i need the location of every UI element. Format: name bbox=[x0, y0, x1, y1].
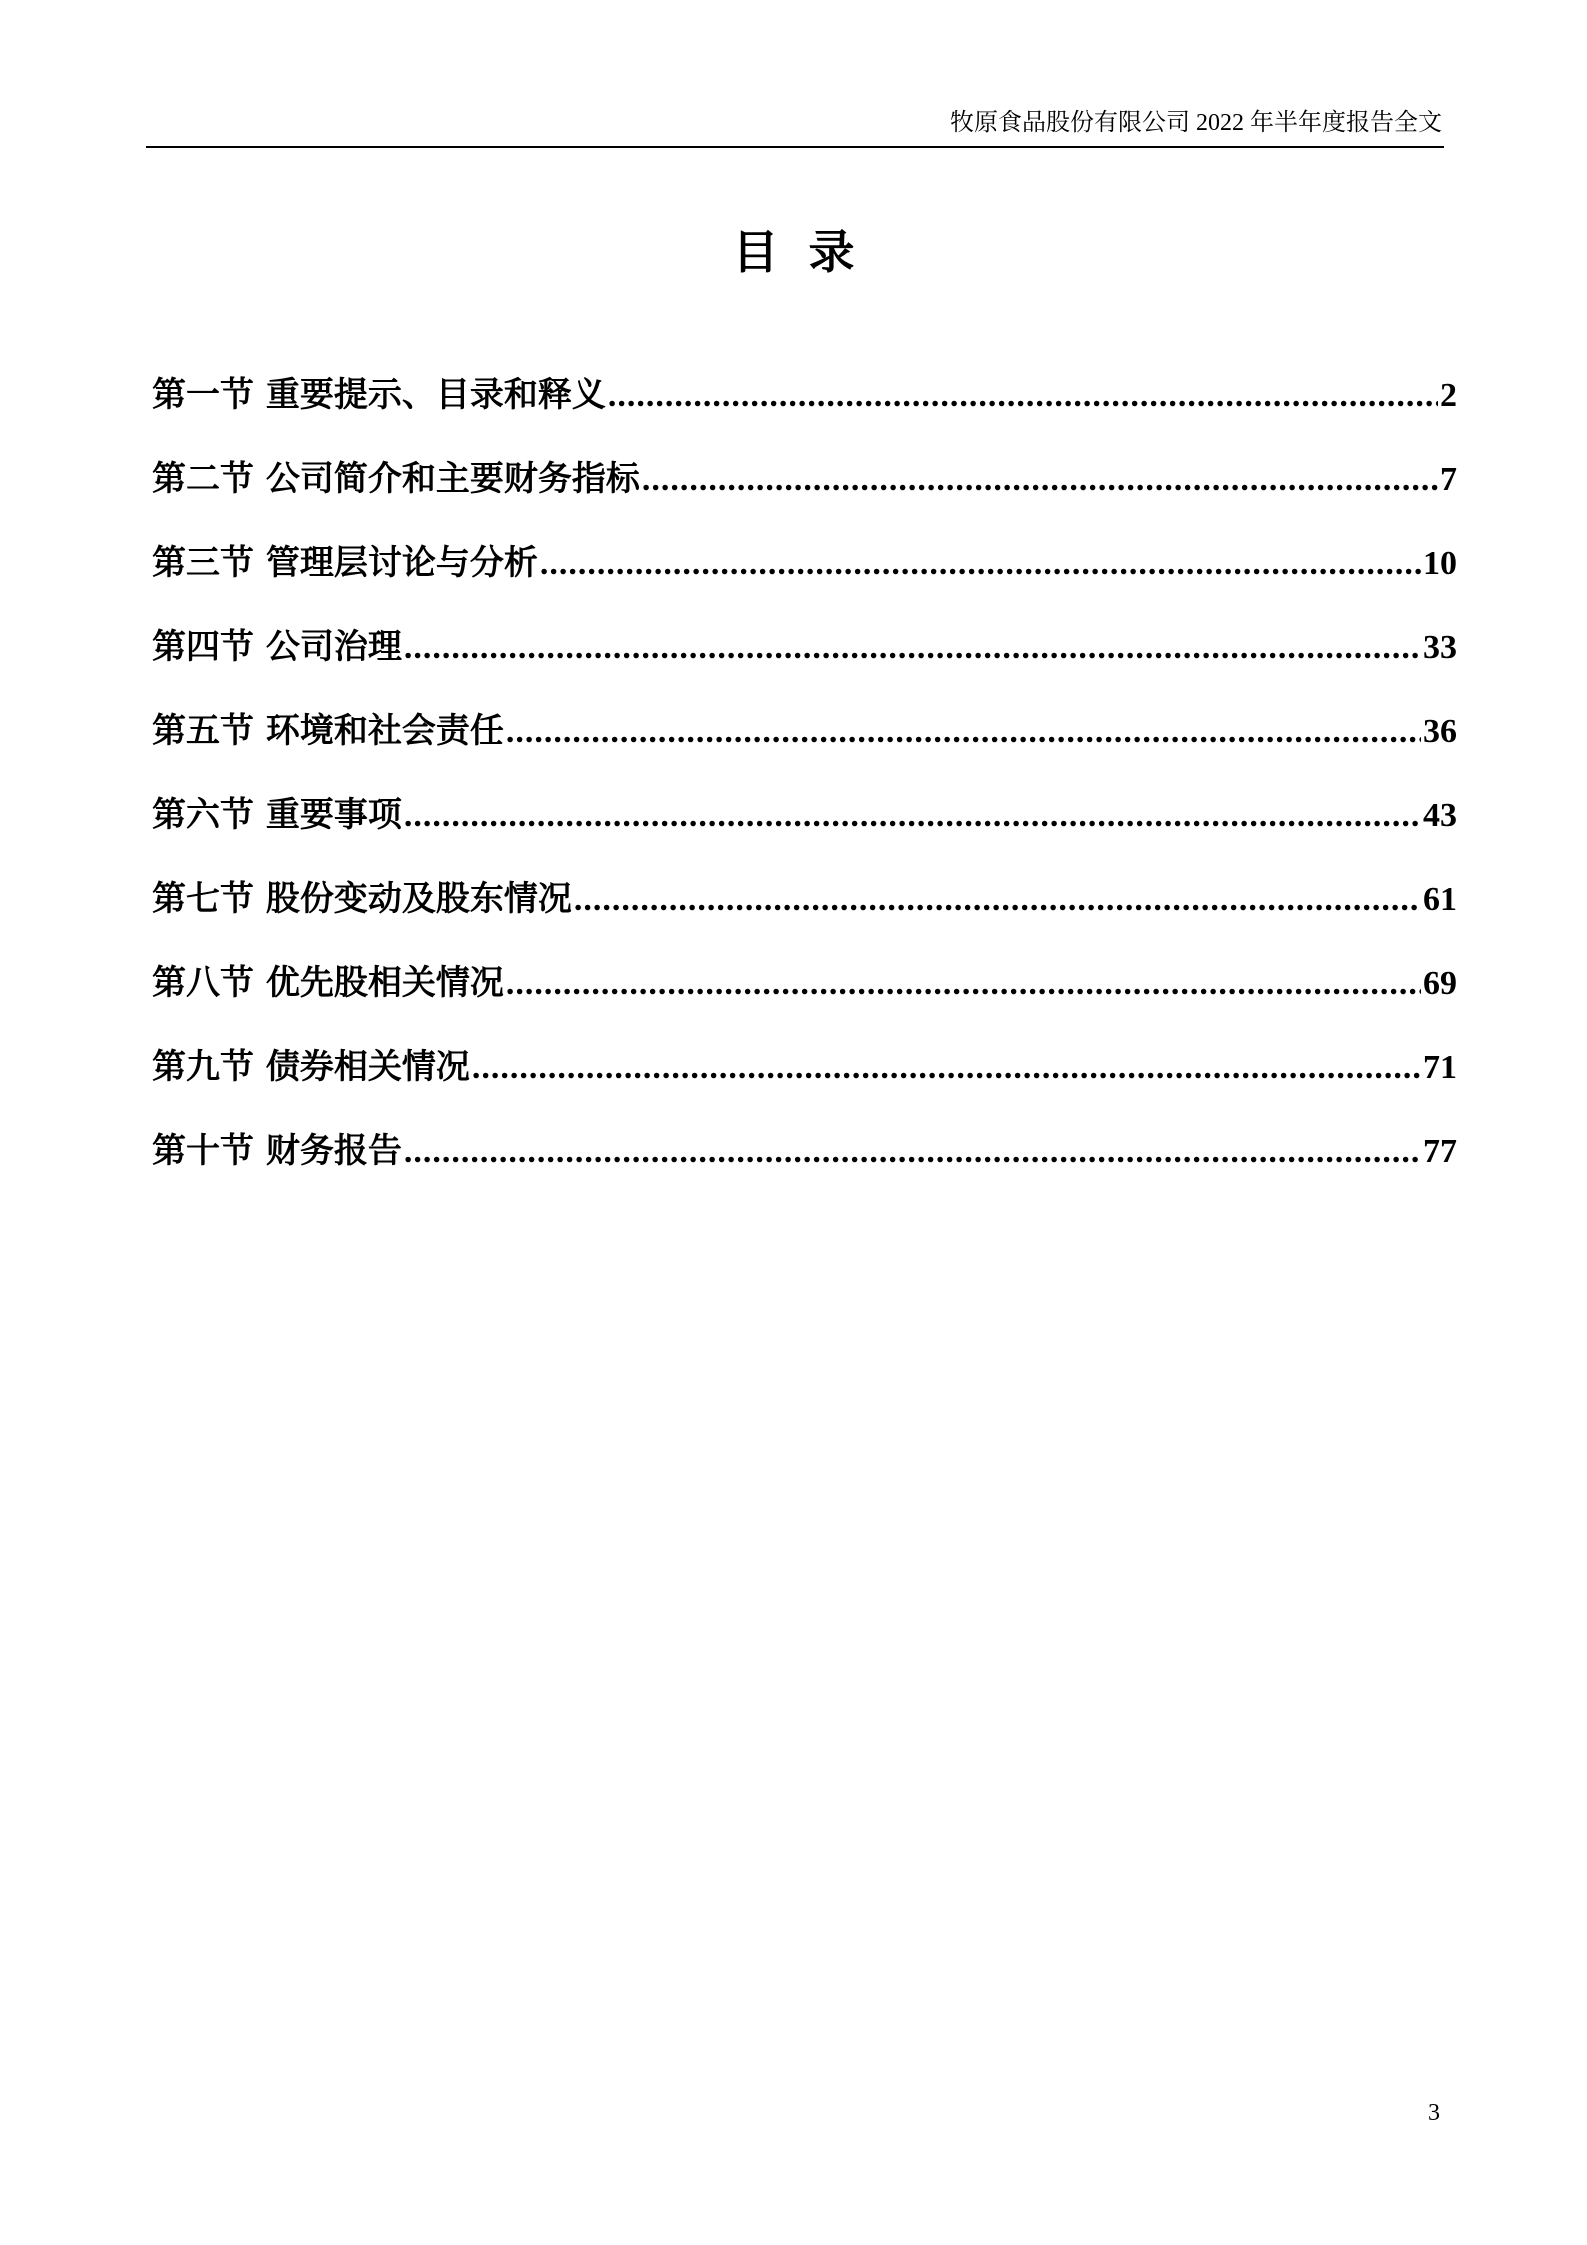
toc-entry[interactable] bbox=[152, 786, 1457, 870]
toc-section-title: 优先股相关情况 bbox=[265, 963, 504, 1003]
dot-leader bbox=[506, 703, 1421, 761]
table-of-contents bbox=[152, 366, 1457, 1206]
toc-section-number: 第七节 bbox=[152, 879, 254, 919]
toc-page-number: 10 bbox=[1423, 545, 1457, 582]
dot-leader bbox=[404, 1123, 1421, 1181]
toc-page-number: 36 bbox=[1423, 713, 1457, 750]
toc-page-number: 43 bbox=[1423, 797, 1457, 834]
toc-section-number: 第一节 bbox=[152, 375, 254, 415]
page-number: 3 bbox=[1428, 2100, 1440, 2126]
toc-entry-label bbox=[152, 450, 640, 508]
dot-leader bbox=[404, 787, 1421, 845]
toc-entry-label bbox=[152, 702, 504, 760]
toc-page-number: 33 bbox=[1423, 629, 1457, 666]
toc-entry-label bbox=[152, 1122, 402, 1180]
toc-entry-label bbox=[152, 618, 402, 676]
toc-page-number: 71 bbox=[1423, 1049, 1457, 1086]
toc-section-title: 重要提示、目录和释义 bbox=[265, 375, 606, 415]
toc-entry[interactable] bbox=[152, 1038, 1457, 1122]
dot-leader bbox=[642, 451, 1438, 509]
toc-section-number: 第二节 bbox=[152, 459, 254, 499]
toc-entry[interactable] bbox=[152, 870, 1457, 954]
dot-leader bbox=[574, 871, 1421, 929]
toc-entry-label bbox=[152, 954, 504, 1012]
toc-section-title: 环境和社会责任 bbox=[265, 711, 504, 751]
toc-section-title: 重要事项 bbox=[265, 795, 402, 835]
toc-entry[interactable] bbox=[152, 1122, 1457, 1206]
toc-entry-label bbox=[152, 534, 538, 592]
toc-page-number: 61 bbox=[1423, 881, 1457, 918]
toc-page-number: 2 bbox=[1440, 377, 1457, 414]
toc-section-number: 第五节 bbox=[152, 711, 254, 751]
toc-heading: 目录 bbox=[732, 225, 885, 279]
toc-section-number: 第四节 bbox=[152, 627, 254, 667]
toc-page-number: 7 bbox=[1440, 461, 1457, 498]
running-header: 牧原食品股份有限公司 2022 年半年度报告全文 bbox=[950, 110, 1442, 136]
header-rule bbox=[146, 146, 1444, 148]
dot-leader bbox=[472, 1039, 1421, 1097]
dot-leader bbox=[506, 955, 1421, 1013]
toc-section-number: 第三节 bbox=[152, 543, 254, 583]
toc-section-title: 公司治理 bbox=[265, 627, 402, 667]
dot-leader bbox=[404, 619, 1421, 677]
toc-entry-label bbox=[152, 870, 572, 928]
toc-page-number: 77 bbox=[1423, 1133, 1457, 1170]
toc-section-title: 股份变动及股东情况 bbox=[265, 879, 572, 919]
toc-section-title: 财务报告 bbox=[265, 1131, 402, 1171]
toc-entry[interactable] bbox=[152, 618, 1457, 702]
toc-entry-label bbox=[152, 1038, 470, 1096]
toc-entry[interactable] bbox=[152, 954, 1457, 1038]
toc-section-number: 第十节 bbox=[152, 1131, 254, 1171]
toc-section-title: 管理层讨论与分析 bbox=[265, 543, 538, 583]
toc-entry[interactable] bbox=[152, 702, 1457, 786]
toc-entry-label bbox=[152, 786, 402, 844]
toc-section-title: 公司简介和主要财务指标 bbox=[265, 459, 640, 499]
dot-leader bbox=[608, 367, 1438, 425]
toc-page-number: 69 bbox=[1423, 965, 1457, 1002]
dot-leader bbox=[540, 535, 1421, 593]
toc-section-title: 债券相关情况 bbox=[265, 1047, 470, 1087]
toc-section-number: 第九节 bbox=[152, 1047, 254, 1087]
toc-entry[interactable] bbox=[152, 366, 1457, 450]
toc-entry-label bbox=[152, 366, 606, 424]
toc-section-number: 第八节 bbox=[152, 963, 254, 1003]
toc-entry[interactable] bbox=[152, 534, 1457, 618]
toc-section-number: 第六节 bbox=[152, 795, 254, 835]
toc-entry[interactable] bbox=[152, 450, 1457, 534]
